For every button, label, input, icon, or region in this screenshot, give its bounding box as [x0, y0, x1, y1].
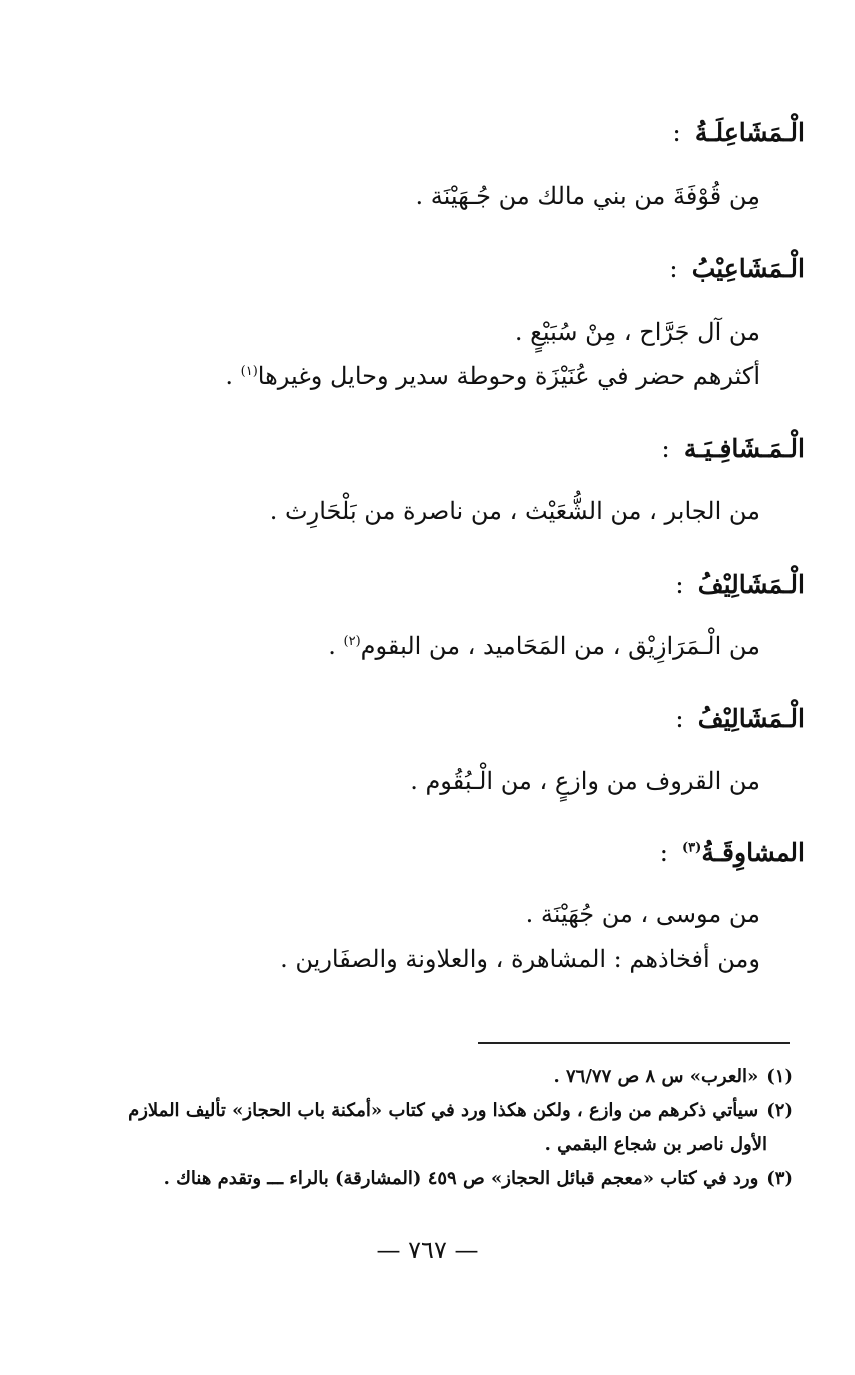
line-end: .	[225, 362, 233, 390]
entry-heading-mashalif-1	[675, 570, 805, 599]
entry-line	[225, 362, 760, 390]
footnote-text: «العرب» س ٨ ص ٧٦/٧٧ .	[553, 1066, 759, 1087]
footnote-ref: (٣)	[682, 840, 702, 856]
footnote-text: ورد في كتاب «معجم قبائل الحجاز» ص ٤٥٩ (المشارقة) بالراء ـــ وتقدم هناك .	[163, 1168, 759, 1189]
entry-heading-mashafia	[661, 434, 805, 463]
heading-text: الْـمَشَاعِلَـةُ	[694, 118, 805, 147]
footnote-ref: (٢)	[343, 634, 361, 649]
heading-text: الْـمَـشَافِـيَـة	[683, 434, 805, 463]
heading-colon: :	[661, 434, 670, 463]
line-text: من الْـمَرَازِيْق ، من المَحَاميد ، من البقوم	[360, 632, 760, 660]
footnote-3	[164, 1168, 793, 1189]
entry-line: من الجابر ، من الشُّعَيْث ، من ناصرة من بَلْحَارِث .	[269, 497, 760, 525]
footnote-1	[553, 1066, 793, 1087]
heading-colon: :	[672, 118, 681, 147]
heading-text: الْـمَشَالِيْفُ	[697, 570, 805, 599]
entry-heading-mashalif-2	[675, 704, 805, 733]
heading-colon: :	[675, 704, 684, 733]
heading-colon: :	[669, 254, 678, 283]
footnote-number: (١)	[766, 1066, 793, 1087]
footnote-number: (٢)	[766, 1100, 793, 1121]
footnote-separator	[478, 1042, 790, 1044]
footnote-2	[128, 1100, 793, 1121]
entry-heading-mashawiqa	[660, 838, 805, 867]
entry-heading-mashaib	[669, 254, 805, 283]
entry-line: ومن أفخاذهم : المشاهرة ، والعلاونة والصفَارين .	[280, 945, 760, 973]
footnote-2-continued: الأول ناصر بن شجاع البقمي .	[544, 1134, 767, 1155]
heading-text: الْـمَشَالِيْفُ	[697, 704, 805, 733]
entry-line: مِن قُوْفَةَ من بني مالك من جُـهَيْنَة .	[415, 182, 760, 210]
footnote-text: سيأتي ذكرهم من وازع ، ولكن هكذا ورد في كتاب «أمكنة باب الحجاز» تأليف الملازم	[128, 1100, 759, 1121]
heading-colon: :	[659, 838, 669, 867]
line-text: أكثرهم حضر في عُنَيْزَة وحوطة سدير وحايل وغيرها	[257, 362, 760, 390]
entry-line	[328, 632, 760, 660]
heading-colon: :	[675, 570, 684, 599]
entry-line: من القروف من وازعٍ ، من الْـبُقُوم .	[410, 767, 760, 795]
footnote-ref: (١)	[240, 364, 258, 379]
footnote-number: (٣)	[766, 1168, 793, 1189]
entry-heading-mashaila	[672, 118, 805, 147]
heading-text: المشاوِقَـةُ	[701, 838, 805, 867]
entry-line: من موسى ، من جُهَيْنَة .	[525, 900, 760, 928]
heading-text: الْـمَشَاعِيْبُ	[691, 254, 805, 283]
page-number: — ٧٦٧ —	[376, 1236, 479, 1264]
line-end: .	[328, 632, 336, 660]
entry-line: من آل جَرَّاح ، مِنْ سُبَيْعٍ .	[514, 318, 760, 346]
